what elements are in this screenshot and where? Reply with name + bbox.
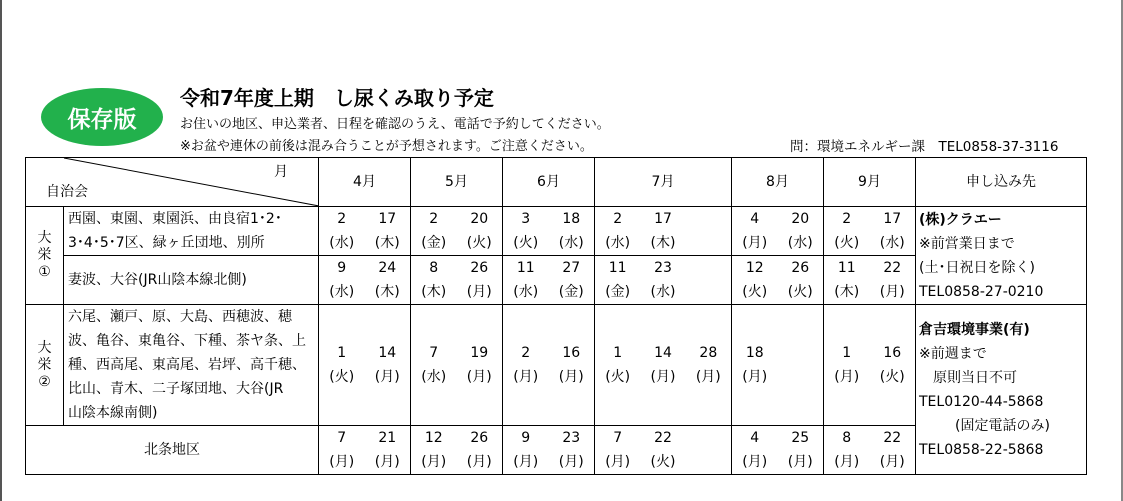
date-cell-sep: 2 (火) 17 (水) <box>824 207 916 256</box>
date-cell-sep: 11 (木) 22 (月) <box>824 256 916 305</box>
date-cell-may: 7 (水) 19 (月) <box>411 305 503 426</box>
window-frame-left <box>0 0 2 501</box>
date-cell-may: 12 (月) 26 (月) <box>411 426 503 475</box>
month-header-apr: 4月 <box>319 158 411 207</box>
keep-badge: 保存版 <box>41 88 163 146</box>
contact-info: 問：環境エネルギー課 TEL0858-37-3116 <box>790 139 1059 155</box>
date-cell-aug: 4 (月) 25 (月) <box>732 426 824 475</box>
date-cell-jul: 2 (水) 17 (木) <box>595 207 732 256</box>
date-cell-apr: 9 (水) 24 (木) <box>319 256 411 305</box>
date-cell-aug: 12 (火) 26 (火) <box>732 256 824 305</box>
date-cell-aug: 4 (月) 20 (水) <box>732 207 824 256</box>
date-cell-apr: 2 (水) 17 (木) <box>319 207 411 256</box>
date-cell-apr: 7 (月) 21 (月) <box>319 426 411 475</box>
schedule-table <box>25 157 1087 475</box>
instruction-note: お住いの地区、申込業者、日程を確認のうえ、電話で予約してください。 <box>180 117 610 132</box>
corner-assoc-label: 自治会 <box>46 184 88 200</box>
month-header-jun: 6月 <box>503 158 595 207</box>
date-cell-jun: 2 (月) 16 (月) <box>503 305 595 426</box>
date-cell-jul: 11 (金) 23 (水) <box>595 256 732 305</box>
group-label-daiei-1: 大 栄 ① <box>26 207 64 305</box>
date-cell-jun: 9 (月) 23 (月) <box>503 426 595 475</box>
month-header-aug: 8月 <box>732 158 824 207</box>
apply-header: 申し込み先 <box>916 158 1087 207</box>
area-cell: 西園、東園、東園浜、由良宿1･2･ 3･4･5･7区、緑ヶ丘団地、別所 <box>64 207 319 256</box>
date-cell-jul: 7 (月) 22 (火) <box>595 426 732 475</box>
month-header-may: 5月 <box>411 158 503 207</box>
month-header-sep: 9月 <box>824 158 916 207</box>
schedule-row <box>26 305 1087 426</box>
date-cell-apr: 1 (火) 14 (月) <box>319 305 411 426</box>
apply-cell-kurayoshi: 倉吉環境事業(有) ※前週まで 原則当日不可 TEL0120-44-5868 (固定電話のみ) TEL0858-22-5868 <box>916 305 1087 475</box>
month-header-jul: 7月 <box>595 158 732 207</box>
date-cell-jun: 3 (火) 18 (水) <box>503 207 595 256</box>
date-cell-jun: 11 (水) 27 (金) <box>503 256 595 305</box>
area-cell: 妻波、大谷(JR山陰本線北側) <box>64 256 319 305</box>
area-cell-hojo: 北条地区 <box>26 426 319 475</box>
header-row <box>26 158 1087 207</box>
date-cell-may: 2 (金) 20 (火) <box>411 207 503 256</box>
corner-cell <box>26 158 319 207</box>
date-cell-sep: 1 (月) 16 (火) <box>824 305 916 426</box>
group-label-daiei-2: 大 栄 ② <box>26 305 64 426</box>
area-cell: 六尾、瀬戸、原、大島、西穂波、穂 波、亀谷、東亀谷、下種、茶ヤ条、上 種、西高尾、東高尾、岩坪、高千穂、 比山、青木、二子塚団地、大谷(JR 山陰本線南側) <box>64 305 319 426</box>
apply-cell-kuraei: (株)クラエー ※前営業日まで (土･日祝日を除く) TEL0858-27-0210 <box>916 207 1087 305</box>
holiday-note: ※お盆や連休の前後は混み合うことが予想されます。ご注意ください。 <box>180 139 593 154</box>
date-cell-sep: 8 (月) 22 (月) <box>824 426 916 475</box>
page-title: 令和7年度上期 し尿くみ取り予定 <box>180 86 494 110</box>
corner-month-label: 月 <box>274 164 288 180</box>
date-cell-jul: 1 (火) 14 (月) 28 (月) <box>595 305 732 426</box>
date-cell-aug: 18 (月) <box>732 305 824 426</box>
schedule-row <box>26 207 1087 256</box>
date-cell-may: 8 (木) 26 (月) <box>411 256 503 305</box>
